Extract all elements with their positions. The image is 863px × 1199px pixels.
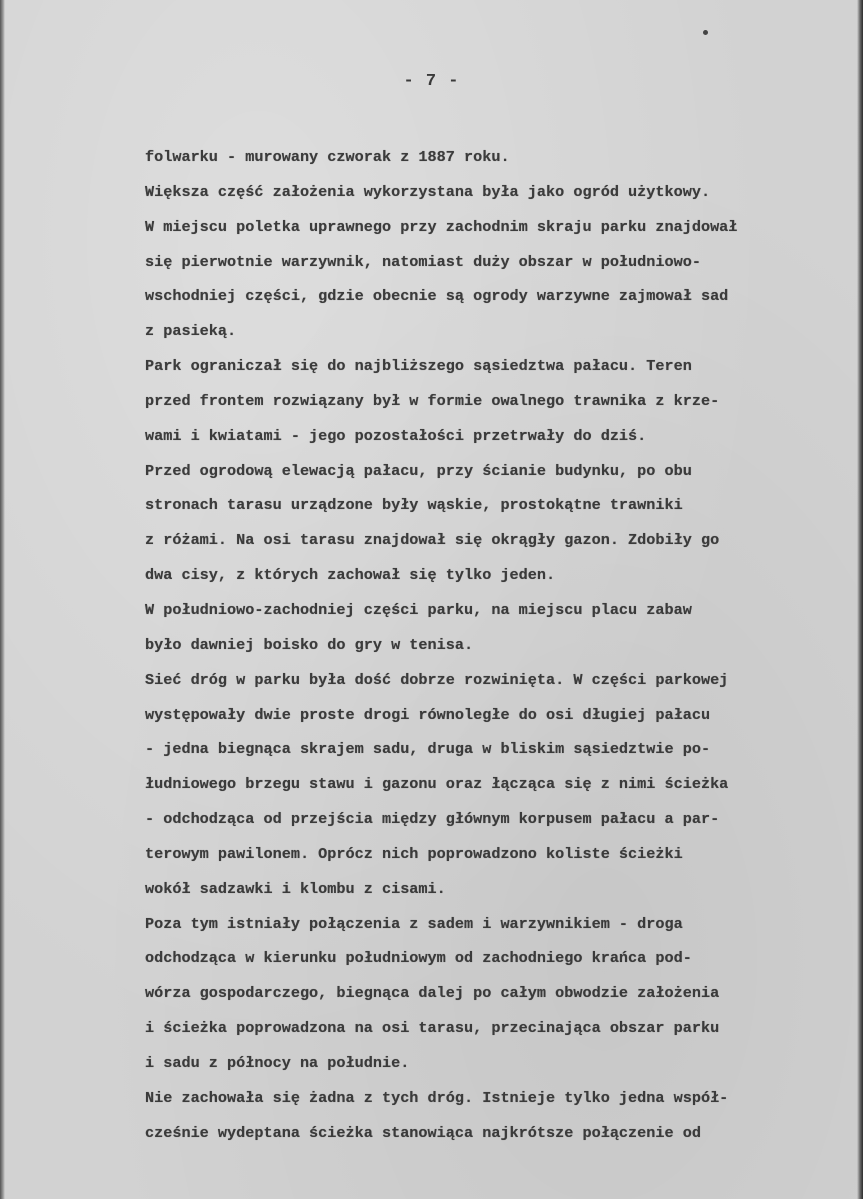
page-right-edge — [857, 0, 863, 1199]
text-line: folwarku - murowany czworak z 1887 roku. — [145, 148, 510, 166]
text-line: - jedna biegnąca skrajem sadu, druga w bliskim sąsiedztwie po- — [145, 740, 711, 759]
text-line: wschodniej części, gdzie obecnie są ogrody warzywne zajmował sad — [145, 287, 729, 306]
text-line: przed frontem rozwiązany był w formie owalnego trawnika z krze- — [145, 391, 720, 410]
text-line: - odchodząca od przejścia między głównym korpusem pałacu a par- — [145, 810, 720, 829]
text-line: występowały dwie proste drogi równoległe do osi długiej pałacu — [145, 705, 711, 724]
text-line: z pasieką. — [145, 322, 237, 341]
text-line: było dawniej boisko do gry w tenisa. — [145, 635, 474, 654]
ink-speck — [703, 30, 708, 35]
text-line: cześnie wydeptana ścieżka stanowiąca najkrótsze połączenie od — [145, 1123, 701, 1142]
text-line: wami i kwiatami - jego pozostałości przetrwały do dziś. — [145, 426, 647, 445]
text-line: Większa część założenia wykorzystana była jako ogród użytkowy. — [145, 182, 711, 201]
text-line: W miejscu poletka uprawnego przy zachodnim skraju parku znajdował — [145, 217, 738, 236]
text-line: Poza tym istniały połączenia z sadem i warzywnikiem - droga — [145, 914, 683, 933]
text-line: Przed ogrodową elewacją pałacu, przy ścianie budynku, po obu — [145, 461, 692, 480]
text-line: Nie zachowała się żadna z tych dróg. Istnieje tylko jedna współ- — [145, 1088, 729, 1107]
text-line: stronach tarasu urządzone były wąskie, prostokątne trawniki — [145, 496, 683, 515]
text-line: W południowo-zachodniej części parku, na miejscu placu zabaw — [145, 600, 692, 619]
text-line: odchodząca w kierunku południowym od zachodniego krańca pod- — [145, 949, 692, 968]
text-line: terowym pawilonem. Oprócz nich poprowadzono koliste ścieżki — [145, 844, 683, 863]
text-line: wokół sadzawki i klombu z cisami. — [145, 879, 446, 898]
text-line: Sieć dróg w parku była dość dobrze rozwinięta. W części parkowej — [145, 670, 729, 689]
text-line: Park ograniczał się do najbliższego sąsiedztwa pałacu. Teren — [145, 357, 692, 376]
typed-text-body — [145, 140, 845, 1150]
text-line: się pierwotnie warzywnik, natomiast duży obszar w południowo- — [145, 252, 701, 271]
text-line: wórza gospodarczego, biegnąca dalej po całym obwodzie założenia — [145, 984, 720, 1003]
text-line: i sadu z północy na południe. — [145, 1053, 410, 1072]
page-number: - 7 - — [403, 72, 460, 91]
text-line: i ścieżka poprowadzona na osi tarasu, przecinająca obszar parku — [145, 1019, 720, 1038]
text-line: łudniowego brzegu stawu i gazonu oraz łącząca się z nimi ścieżka — [145, 775, 729, 794]
text-line: z różami. Na osi tarasu znajdował się okrągły gazon. Zdobiły go — [145, 531, 720, 550]
page-left-edge — [0, 0, 5, 1199]
text-line: dwa cisy, z których zachował się tylko jeden. — [145, 566, 556, 585]
